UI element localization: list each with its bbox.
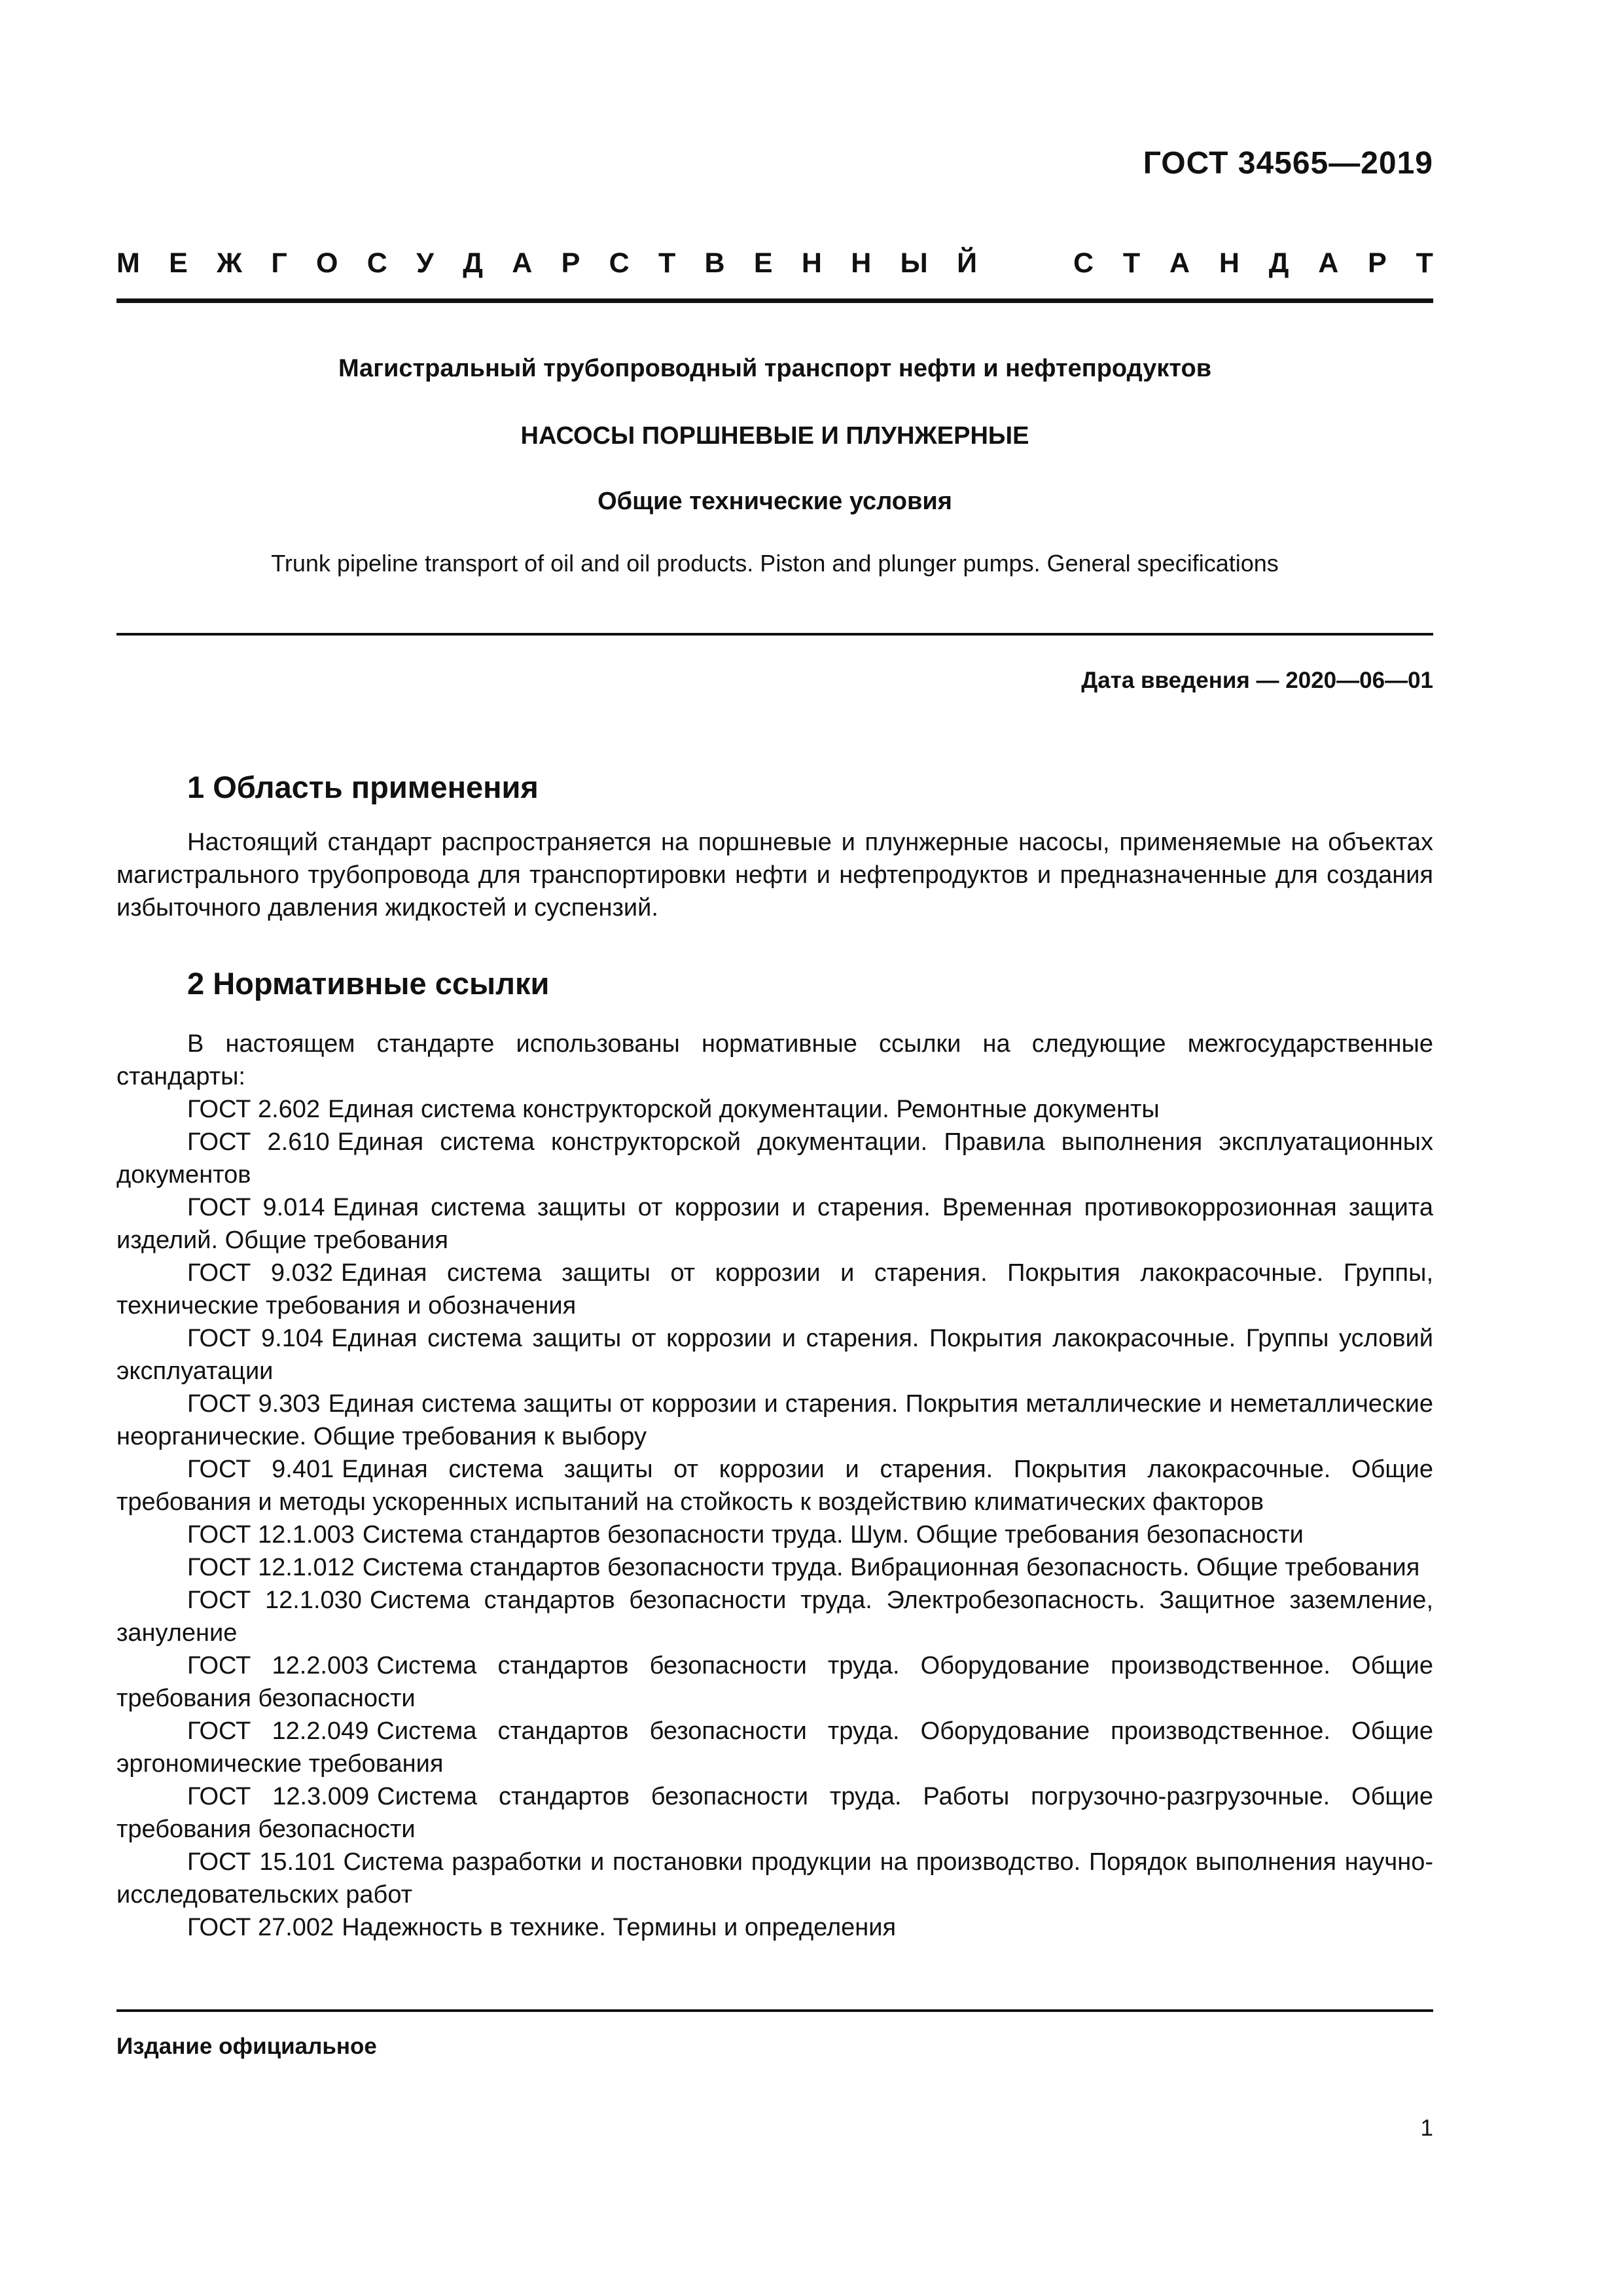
- reference-title: Единая система конструкторской документации. Правила выполнения эксплуатационных документов: [116, 1128, 1433, 1189]
- reference-title: Единая система защиты от коррозии и старения. Временная противокоррозионная защита изделий. Общие требования: [116, 1194, 1434, 1254]
- reference-item: [116, 1551, 1433, 1584]
- reference-item: [116, 1518, 1433, 1551]
- reference-title: Система стандартов безопасности труда. Оборудование производственное. Общие эргономические требования: [116, 1717, 1434, 1778]
- banner-letter: Д: [463, 247, 483, 279]
- reference-title: Система стандартов безопасности труда. Шум. Общие требования безопасности: [362, 1521, 1304, 1549]
- banner-letter: Ж: [217, 247, 243, 279]
- reference-item: [116, 1911, 1433, 1944]
- reference-title: Единая система конструкторской документации. Ремонтные документы: [328, 1096, 1160, 1123]
- reference-code: ГОСТ 12.1.012: [187, 1554, 355, 1581]
- section-1-heading: 1 Область применения: [187, 770, 539, 804]
- page-number: 1: [1420, 2115, 1433, 2141]
- reference-item: [116, 1322, 1433, 1388]
- section-1-paragraph: Настоящий стандарт распространяется на поршневые и плунжерные насосы, применяемые на объектах магистрального трубопровода для транспортировки нефти и нефтепродуктов и предназначенные для создания избыточного давления жидкостей и суспензий.: [116, 829, 1433, 922]
- banner-letter: Р: [1368, 247, 1387, 279]
- reference-code: ГОСТ 12.3.009: [187, 1783, 370, 1810]
- banner-letter: Е: [753, 247, 773, 279]
- banner-word-interstate: [116, 247, 977, 279]
- reference-title: Система разработки и постановки продукции на производство. Порядок выполнения научно-исследовательских работ: [116, 1848, 1433, 1909]
- banner-letter: С: [366, 247, 387, 279]
- reference-code: ГОСТ 9.014: [187, 1194, 325, 1221]
- section-2-intro: [116, 1028, 1433, 1093]
- reference-title: Система стандартов безопасности труда. Оборудование производственное. Общие требования безопасности: [116, 1652, 1434, 1712]
- header-divider: [116, 298, 1433, 303]
- title-main: НАСОСЫ ПОРШНЕВЫЕ И ПЛУНЖЕРНЫЕ: [520, 422, 1029, 450]
- references-list: [116, 1093, 1433, 1944]
- reference-item: [116, 1191, 1433, 1257]
- edition-label: Издание официальное: [116, 2034, 377, 2059]
- banner-letter: С: [1073, 247, 1094, 279]
- banner-letter: Д: [1268, 247, 1289, 279]
- introduction-date: Дата введения — 2020—06—01: [1081, 668, 1433, 693]
- title-divider: [116, 633, 1433, 636]
- section-2-intro-text: В настоящем стандарте использованы нормативные ссылки на следующие межгосударственные стандарты:: [116, 1030, 1433, 1090]
- reference-code: ГОСТ 15.101: [187, 1848, 336, 1876]
- banner-letter: Ы: [900, 247, 928, 279]
- reference-code: ГОСТ 9.104: [187, 1325, 324, 1352]
- reference-code: ГОСТ 12.1.003: [187, 1521, 355, 1549]
- banner-letter: Т: [658, 247, 676, 279]
- reference-item: [116, 1453, 1433, 1518]
- banner-letter: С: [609, 247, 630, 279]
- title-subtitle: Общие технические условия: [597, 488, 952, 515]
- reference-item: [116, 1584, 1433, 1649]
- reference-item: [116, 1846, 1433, 1911]
- reference-code: ГОСТ 9.303: [187, 1390, 321, 1418]
- banner-letter: Й: [957, 247, 977, 279]
- section-1-text: [116, 826, 1433, 924]
- reference-title: Единая система защиты от коррозии и старения. Покрытия металлические и неметаллические неорганические. Общие требования к выбору: [116, 1390, 1433, 1450]
- reference-title: Система стандартов безопасности труда. Работы погрузочно-разгрузочные. Общие требования безопасности: [116, 1783, 1433, 1843]
- banner-letter: Г: [271, 247, 287, 279]
- reference-code: ГОСТ 9.032: [187, 1259, 334, 1287]
- reference-title: Надежность в технике. Термины и определения: [342, 1914, 897, 1941]
- reference-title: Единая система защиты от коррозии и старения. Покрытия лакокрасочные. Группы, технические требования и обозначения: [116, 1259, 1434, 1319]
- reference-code: ГОСТ 9.401: [187, 1456, 334, 1483]
- reference-title: Единая система защиты от коррозии и старения. Покрытия лакокрасочные. Группы условий эксплуатации: [116, 1325, 1433, 1385]
- reference-title: Система стандартов безопасности труда. Вибрационная безопасность. Общие требования: [362, 1554, 1420, 1581]
- banner-letter: А: [1169, 247, 1190, 279]
- banner-letter: А: [1318, 247, 1339, 279]
- banner-letter: Р: [561, 247, 580, 279]
- reference-code: ГОСТ 2.610: [187, 1128, 330, 1156]
- banner-letter: Н: [851, 247, 872, 279]
- banner-letter: В: [704, 247, 725, 279]
- reference-item: [116, 1715, 1433, 1780]
- banner-word-standard: [1073, 247, 1433, 279]
- document-number: ГОСТ 34565—2019: [1143, 146, 1433, 181]
- reference-code: ГОСТ 27.002: [187, 1914, 334, 1941]
- reference-title: Единая система защиты от коррозии и старения. Покрытия лакокрасочные. Общие требования и методы ускоренных испытаний на стойкость к воздействию климатических факторов: [116, 1456, 1433, 1516]
- reference-item: [116, 1780, 1433, 1846]
- banner-letter: У: [416, 247, 434, 279]
- footer-divider: [116, 2009, 1433, 2012]
- reference-code: ГОСТ 12.2.003: [187, 1652, 369, 1679]
- reference-item: [116, 1257, 1433, 1322]
- reference-item: [116, 1649, 1433, 1715]
- banner-letter: А: [512, 247, 533, 279]
- reference-item: [116, 1388, 1433, 1453]
- banner-letter: Н: [1219, 247, 1240, 279]
- reference-code: ГОСТ 12.1.030: [187, 1587, 362, 1614]
- section-2-heading: 2 Нормативные ссылки: [187, 966, 550, 1001]
- banner-letter: О: [316, 247, 338, 279]
- reference-item: [116, 1126, 1433, 1191]
- standard-banner: [116, 247, 1433, 279]
- banner-letter: М: [116, 247, 140, 279]
- banner-letter: Н: [801, 247, 822, 279]
- reference-item: [116, 1093, 1433, 1126]
- reference-code: ГОСТ 2.602: [187, 1096, 321, 1123]
- reference-code: ГОСТ 12.2.049: [187, 1717, 369, 1745]
- banner-letter: Е: [169, 247, 188, 279]
- title-english: Trunk pipeline transport of oil and oil products. Piston and plunger pumps. General specifications: [271, 550, 1279, 577]
- banner-letter: Т: [1416, 247, 1433, 279]
- title-domain: Магистральный трубопроводный транспорт нефти и нефтепродуктов: [338, 355, 1212, 382]
- reference-title: Система стандартов безопасности труда. Электробезопасность. Защитное заземление, зануление: [116, 1587, 1434, 1647]
- banner-letter: Т: [1122, 247, 1141, 279]
